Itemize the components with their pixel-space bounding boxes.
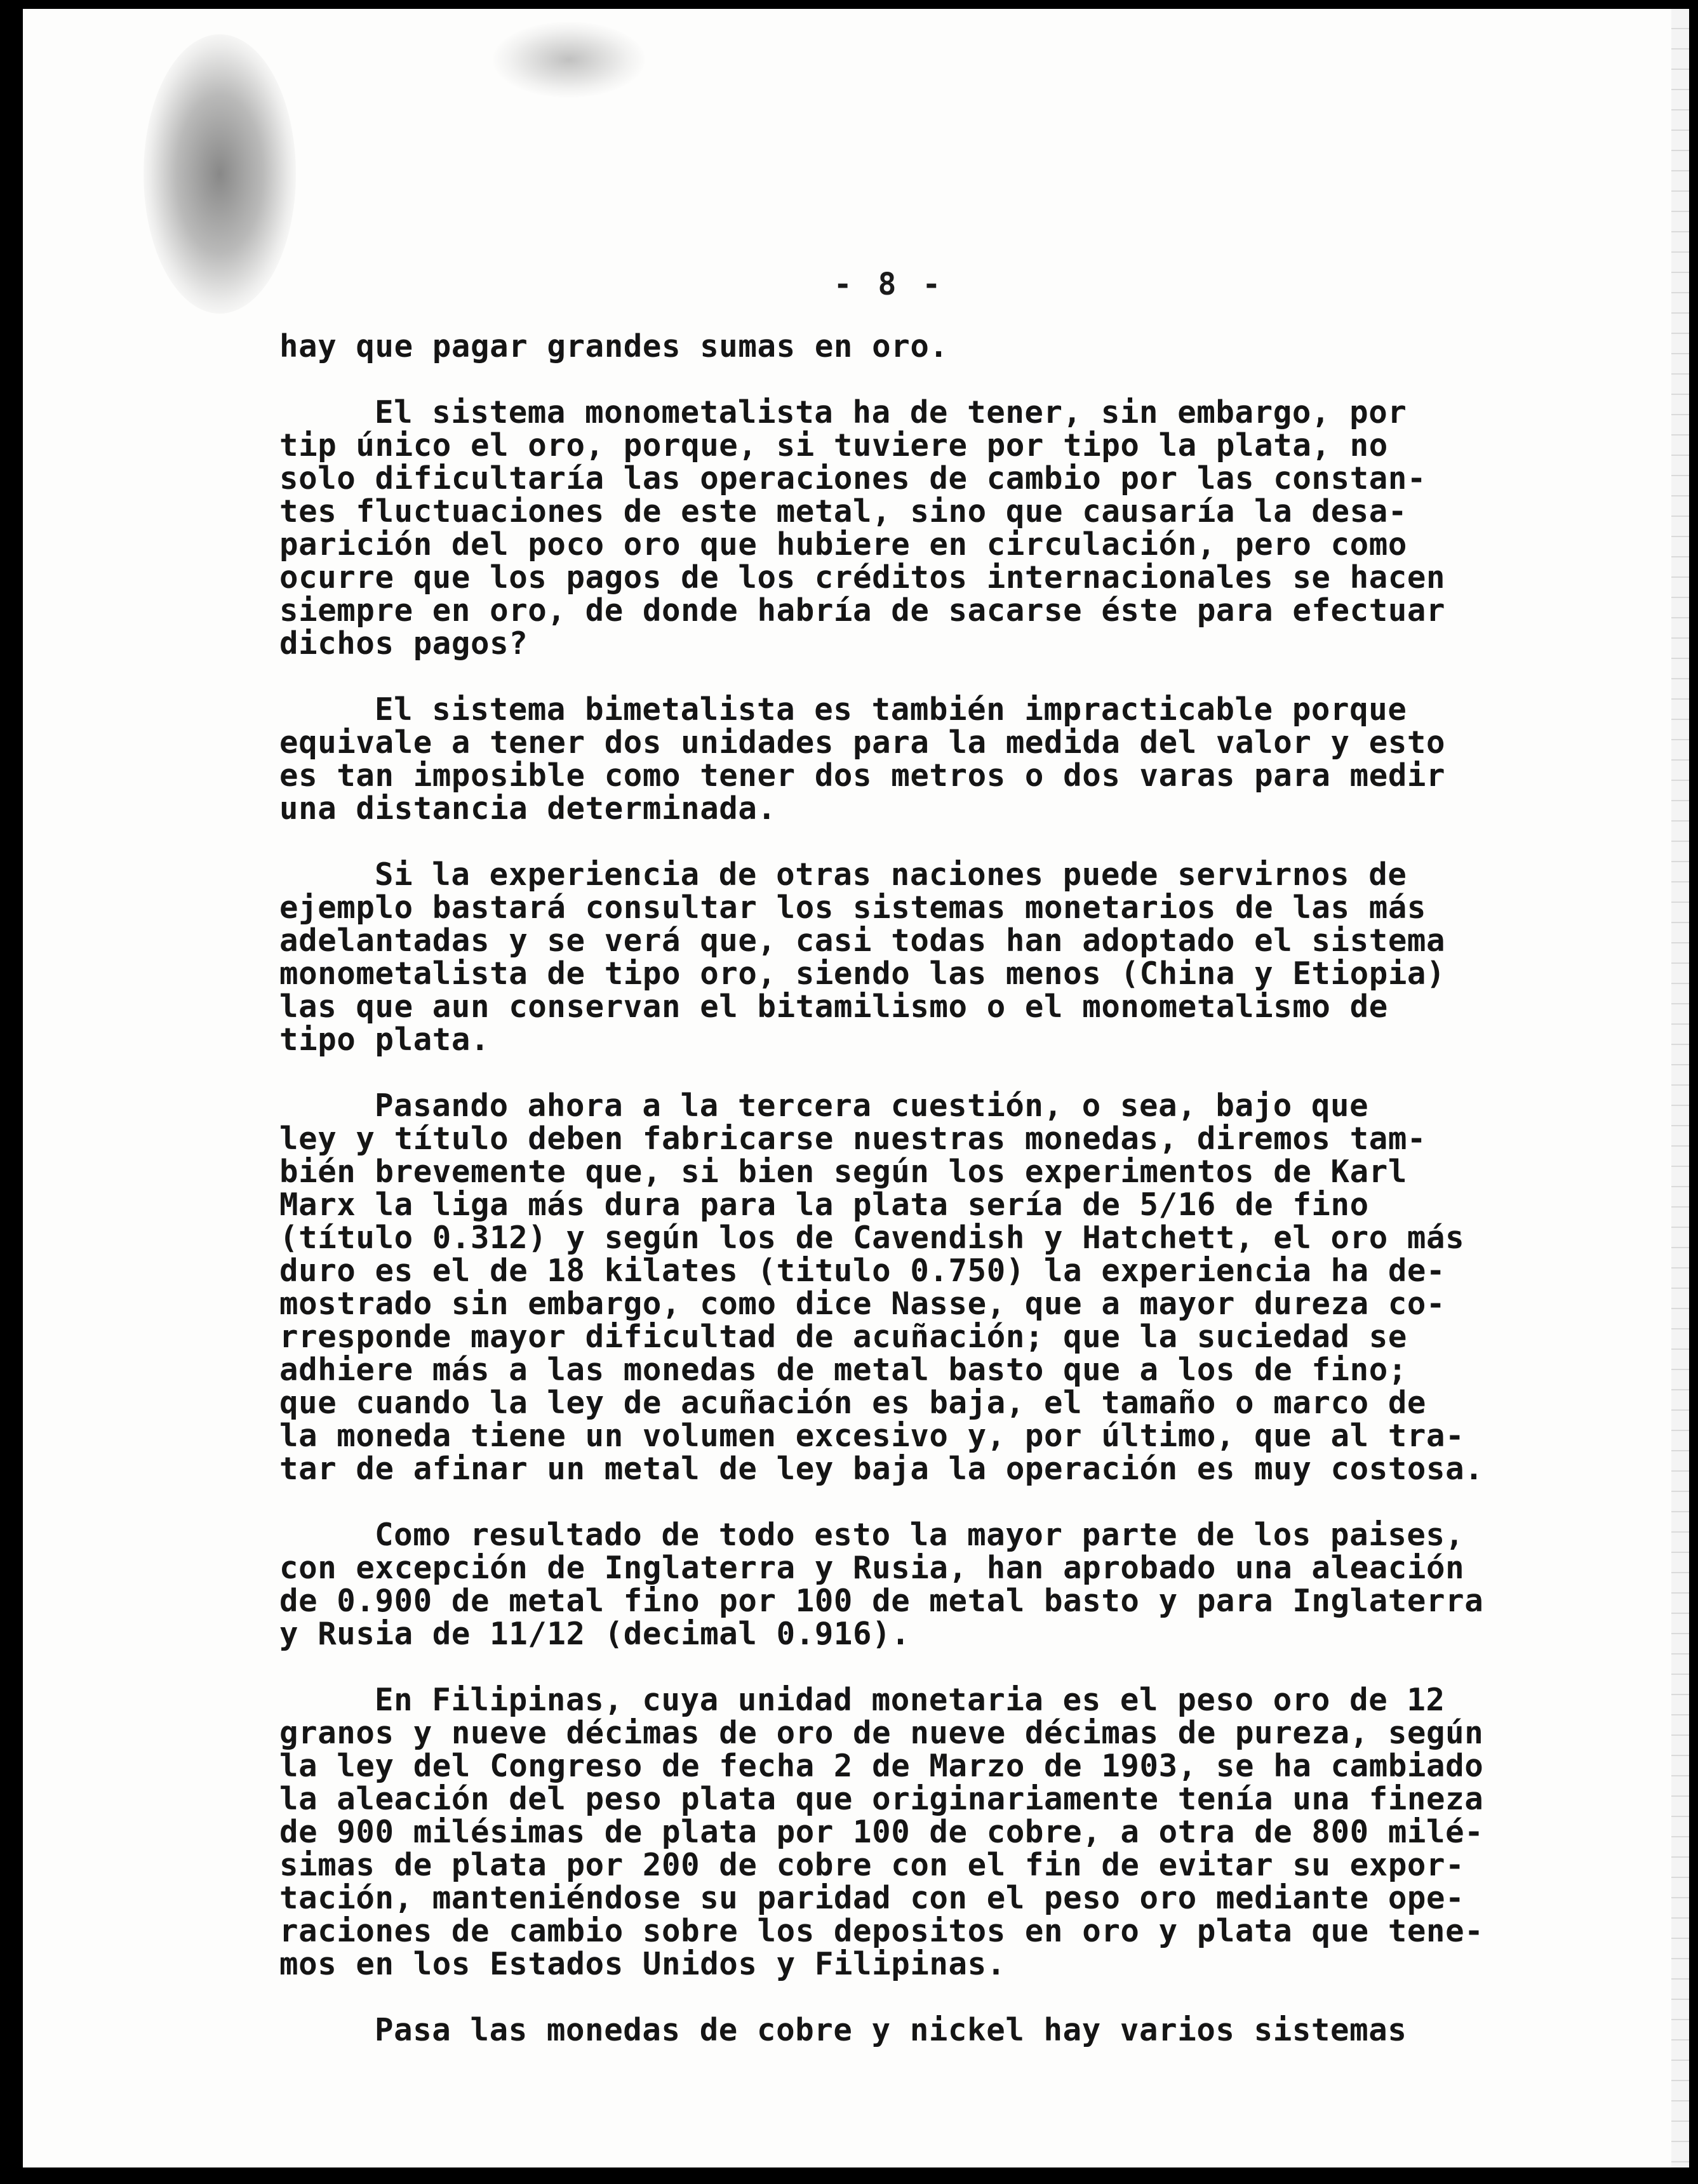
body-text [279,330,1543,2047]
text-line: Pasando ahora a la tercera cuestión, o sea, bajo que [375,1089,1369,1122]
text-line: El sistema bimetalista es también impracticable porque [375,693,1407,726]
text-line: solo dificultaría las operaciones de cambio por las constan- [279,462,1427,495]
page-number: - 8 - [833,267,945,302]
text-line: tar de afinar un metal de ley baja la operación es muy costosa. [279,1453,1484,1486]
text-line: es tan imposible como tener dos metros o dos varas para medir [279,759,1446,792]
text-line: Como resultado de todo esto la mayor parte de los paises, [375,1519,1464,1552]
text-line: Marx la liga más dura para la plata sería de 5/16 de fino [279,1189,1369,1222]
text-line: y Rusia de 11/12 (decimal 0.916). [279,1618,911,1651]
text-line: de 900 milésimas de plata por 100 de cobre, a otra de 800 milé- [279,1816,1484,1849]
text-line: que cuando la ley de acuñación es baja, el tamaño o marco de [279,1387,1427,1420]
text-line: mos en los Estados Unidos y Filipinas. [279,1948,1006,1981]
text-line: con excepción de Inglaterra y Rusia, han aprobado una aleación [279,1552,1465,1585]
text-line: adelantadas y se verá que, casi todas han adoptado el sistema [279,924,1446,957]
ink-smudge [144,34,296,314]
page-edge [1671,9,1689,2167]
text-line: la ley del Congreso de fecha 2 de Marzo de 1903, se ha cambiado [279,1750,1484,1783]
ink-smudge [493,22,645,98]
text-line: rresponde mayor dificultad de acuñación; que la suciedad se [279,1321,1407,1354]
text-line: mostrado sin embargo, como dice Nasse, que a mayor dureza co- [279,1288,1446,1321]
text-line: la aleación del peso plata que originariamente tenía una fineza [279,1783,1484,1816]
text-line: tip único el oro, porque, si tuviere por tipo la plata, no [279,429,1388,462]
text-line: siempre en oro, de donde habría de sacarse éste para efectuar [279,594,1446,627]
text-line: tación, manteniéndose su paridad con el peso oro mediante ope- [279,1882,1465,1915]
text-line: Pasa las monedas de cobre y nickel hay varios sistemas [375,2014,1407,2047]
text-line: adhiere más a las monedas de metal basto que a los de fino; [279,1354,1407,1387]
text-line: raciones de cambio sobre los depositos en oro y plata que tene- [279,1915,1484,1948]
text-line: hay que pagar grandes sumas en oro. [279,330,949,363]
text-line: bién brevemente que, si bien según los experimentos de Karl [279,1155,1407,1189]
text-line: parición del poco oro que hubiere en circulación, pero como [279,528,1407,561]
text-line: las que aun conservan el bitamilismo o el monometalismo de [279,990,1388,1023]
text-line: duro es el de 18 kilates (titulo 0.750) la experiencia ha de- [279,1255,1446,1288]
text-line: El sistema monometalista ha de tener, sin embargo, por [375,396,1407,429]
text-line: simas de plata por 200 de cobre con el fin de evitar su expor- [279,1849,1465,1882]
text-line: la moneda tiene un volumen excesivo y, por último, que al tra- [279,1420,1465,1453]
text-line: ocurre que los pagos de los créditos internacionales se hacen [279,561,1446,594]
text-line: de 0.900 de metal fino por 100 de metal basto y para Inglaterra [279,1585,1484,1618]
text-line: granos y nueve décimas de oro de nueve décimas de pureza, según [279,1717,1484,1750]
text-line: equivale a tener dos unidades para la medida del valor y esto [279,726,1446,759]
text-line: (título 0.312) y según los de Cavendish y Hatchett, el oro más [279,1222,1465,1255]
text-line: tes fluctuaciones de este metal, sino que causaría la desa- [279,495,1407,528]
text-line: monometalista de tipo oro, siendo las menos (China y Etiopia) [279,957,1446,990]
text-line: ley y título deben fabricarse nuestras monedas, diremos tam- [279,1122,1427,1155]
text-line: Si la experiencia de otras naciones puede servirnos de [375,858,1407,891]
text-line: una distancia determinada. [279,792,777,825]
text-line: ejemplo bastará consultar los sistemas monetarios de las más [279,891,1427,924]
text-line: En Filipinas, cuya unidad monetaria es el peso oro de 12 [375,1684,1445,1717]
text-line: dichos pagos? [279,627,528,660]
text-line: tipo plata. [279,1023,490,1056]
